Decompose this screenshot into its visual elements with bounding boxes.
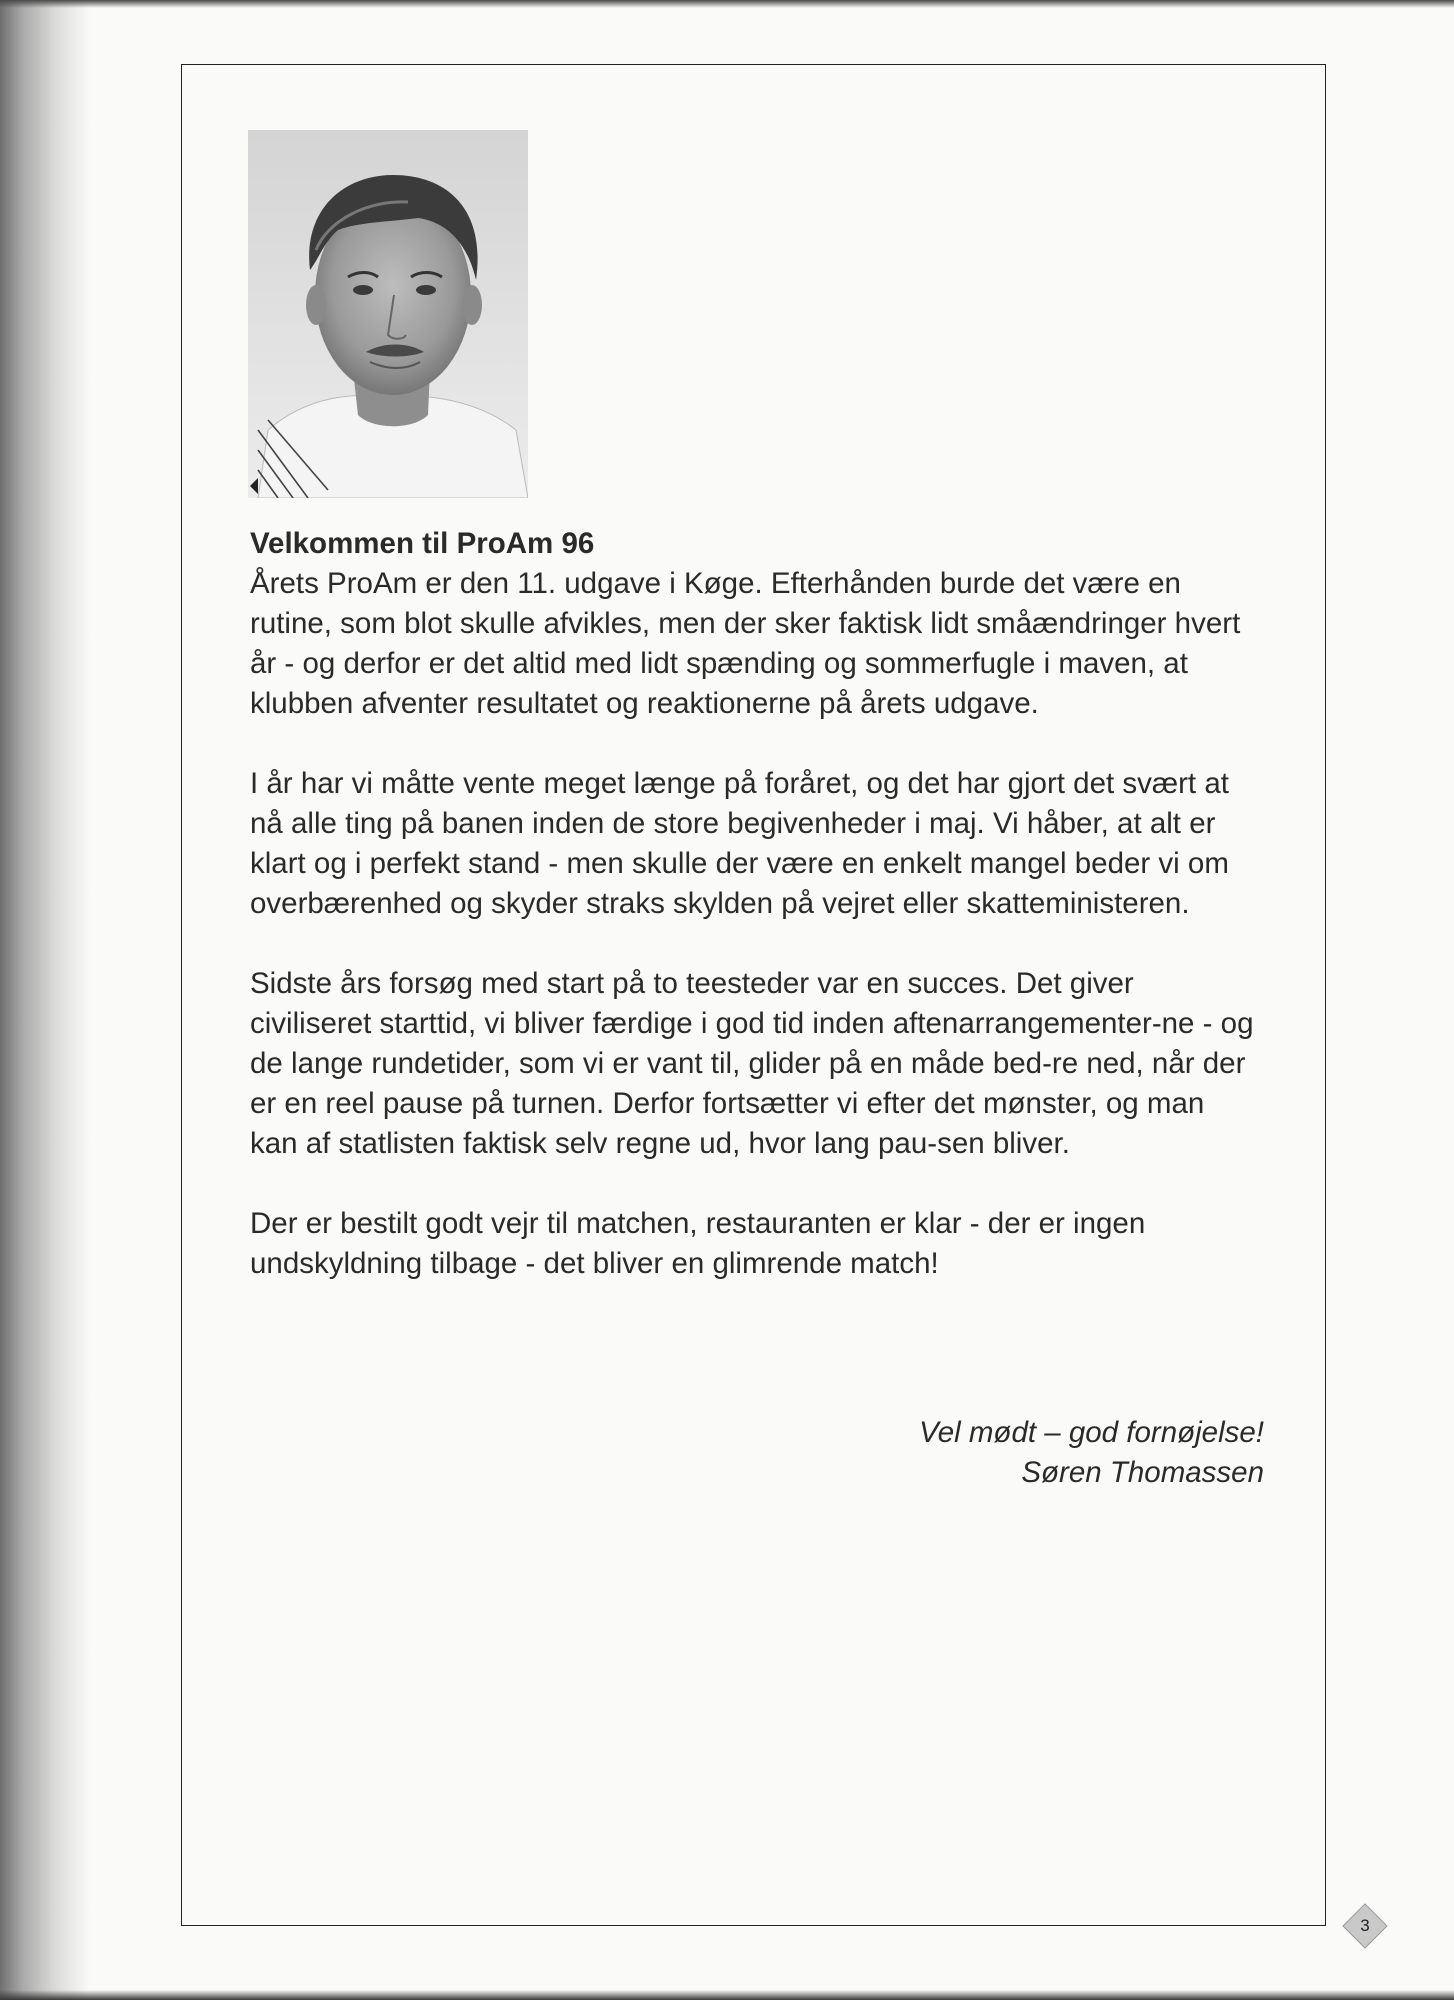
spine-shadow [0, 0, 90, 2000]
page-number-badge [1342, 1903, 1388, 1949]
bottom-edge-shadow [0, 1990, 1454, 2000]
article-paragraph-4: Der er bestilt godt vejr til matchen, restauranten er klar - der er ingen undskyldning tilbage - det bliver en glimrende match! [250, 1207, 1146, 1280]
article-heading: Velkommen til ProAm 96 [250, 527, 595, 560]
author-portrait [248, 130, 528, 498]
article-paragraph-2: I år har vi måtte vente meget længe på foråret, og det har gjort det svært at nå alle ting på banen inden de store begivenheder i maj. Vi håber, at alt er klart og i perfekt stand - men skulle der være en enkelt mangel beder vi om overbærenhed og skyder straks skylden på vejret eller skatteministeren. [250, 767, 1229, 920]
portrait-photo [248, 130, 528, 498]
signature-block [919, 1413, 1264, 1493]
welcome-article [250, 524, 1260, 1324]
article-paragraph-3: Sidste års forsøg med start på to teesteder var en succes. Det giver civiliseret starttid, vi bliver færdige i god tid inden aftenarrangementer-ne - og de lange rundetider, som vi er vant til, glider på en måde bed-re ned, når der er en reel pause på turnen. Derfor fortsætter vi efter det mønster, og man kan af statlisten faktisk selv regne ud, hvor lang pau-sen bliver. [250, 967, 1254, 1160]
page-number: 3 [1360, 1916, 1370, 1935]
top-edge-shadow [0, 0, 1454, 8]
closing-greeting: Vel mødt – god fornøjelse! [919, 1416, 1264, 1449]
article-paragraph-1: Årets ProAm er den 11. udgave i Køge. Efterhånden burde det være en rutine, som blot skulle afvikles, men der sker faktisk lidt småændringer hvert år - og derfor er det altid med lidt spænding og sommerfugle i maven, at klubben afventer resultatet og reaktionerne på årets udgave. [250, 567, 1241, 720]
author-signature: Søren Thomassen [1021, 1456, 1264, 1489]
